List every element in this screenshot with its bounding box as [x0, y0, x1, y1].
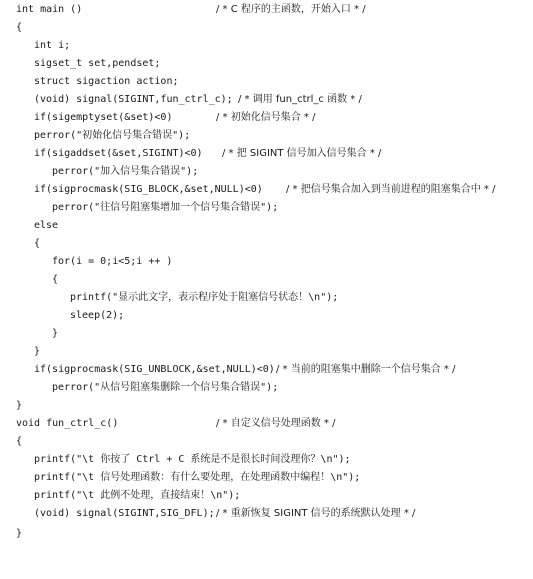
code-line-19 [0, 325, 59, 343]
code-text: printf("\t 你按了 Ctrl + C 系统是不是很长时间没理你？\n"); [34, 454, 351, 465]
code-line-1 [0, 1, 366, 19]
code-line-10 [0, 163, 199, 181]
code-text: } [34, 346, 41, 357]
code-text: void fun_ctrl_c() [16, 418, 119, 429]
code-text: { [16, 436, 23, 447]
code-text: if(sigemptyset(&set)<0) [34, 112, 173, 123]
code-text: else [34, 220, 59, 231]
code-line-22 [0, 379, 279, 397]
code-comment: / * 当前的阻塞集中删除一个信号集合 * / [276, 364, 456, 375]
code-line-9 [0, 145, 382, 163]
code-comment: / * 把信号集合加入到当前进程的阻塞集合中 * / [286, 184, 496, 195]
code-comment: / * C 程序的主函数，开始入口 * / [216, 4, 366, 15]
code-line-18 [0, 307, 125, 325]
code-text: perror("往信号阻塞集增加一个信号集合错误"); [52, 202, 279, 213]
code-text: { [16, 22, 23, 33]
code-text: int i; [34, 40, 71, 51]
code-text: for(i = 0;i<5;i ++ ) [52, 256, 173, 267]
code-line-26 [0, 451, 351, 469]
code-line-15 [0, 253, 173, 271]
code-line-20 [0, 343, 41, 361]
code-text: sigset_t set,pendset; [34, 58, 161, 69]
code-text: struct sigaction action; [34, 76, 179, 87]
code-line-8 [0, 127, 191, 145]
code-text: } [16, 528, 23, 539]
code-line-7 [0, 109, 316, 127]
code-text: printf("\t 此例不处理，直接结束！\n"); [34, 490, 241, 501]
code-line-12 [0, 199, 279, 217]
code-line-24 [0, 415, 336, 433]
code-text: printf("\t 信号处理函数：有什么要处理，在处理函数中编程！\n"); [34, 472, 361, 483]
code-text: if(sigaddset(&set,SIGINT)<0) [34, 148, 203, 159]
code-line-17 [0, 289, 339, 307]
code-line-30 [0, 525, 24, 543]
code-line-21 [0, 361, 456, 379]
code-comment: / * 把 SIGINT 信号加入信号集合 * / [222, 148, 382, 159]
code-text: (void) signal(SIGINT,SIG_DFL); [34, 508, 215, 519]
code-text: perror("从信号阻塞集删除一个信号集合错误"); [52, 382, 279, 393]
code-line-13 [0, 217, 59, 235]
code-line-2 [0, 19, 24, 37]
code-line-14 [0, 235, 41, 253]
code-comment: / * 重新恢复 SIGINT 信号的系统默认处理 * / [216, 508, 416, 519]
code-text: } [52, 328, 59, 339]
code-text: printf("显示此文字，表示程序处于阻塞信号状态！\n"); [70, 292, 339, 303]
code-line-28 [0, 487, 241, 505]
code-line-27 [0, 469, 361, 487]
code-line-4 [0, 55, 161, 73]
code-text: { [52, 274, 59, 285]
code-line-25 [0, 433, 24, 451]
code-text: perror("加入信号集合错误"); [52, 166, 199, 177]
code-text: (void) signal(SIGINT,fun_ctrl_c); [34, 94, 233, 105]
code-line-6 [0, 91, 362, 109]
code-text: perror("初始化信号集合错误"); [34, 130, 191, 141]
code-line-11 [0, 181, 496, 199]
code-text: { [34, 238, 41, 249]
code-text: sleep(2); [70, 310, 125, 321]
code-line-29 [0, 505, 416, 523]
code-text: } [16, 400, 23, 411]
code-comment: / * 初始化信号集合 * / [216, 112, 316, 123]
code-line-3 [0, 37, 71, 55]
code-line-16 [0, 271, 59, 289]
code-comment: / * 自定义信号处理函数 * / [216, 418, 336, 429]
code-comment: / * 调用 fun_ctrl_c 函数 * / [238, 94, 362, 105]
code-text: if(sigprocmask(SIG_UNBLOCK,&set,NULL)<0) [34, 364, 275, 375]
code-text: if(sigprocmask(SIG_BLOCK,&set,NULL)<0) [34, 184, 263, 195]
code-line-5 [0, 73, 179, 91]
code-text: int main () [16, 4, 83, 15]
code-line-23 [0, 397, 24, 415]
